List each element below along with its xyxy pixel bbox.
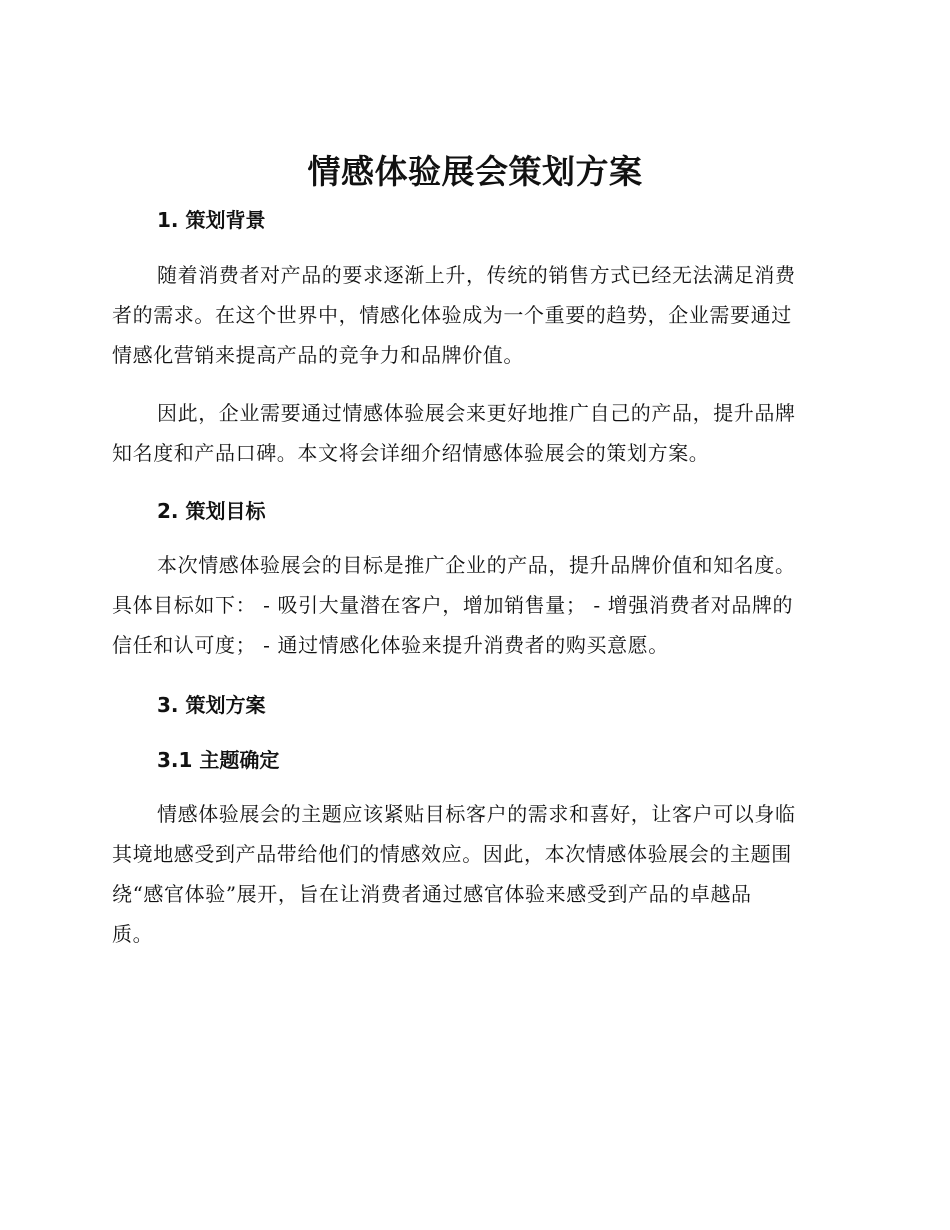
paragraph-line: 随着消费者对产品的要求逐渐上升，传统的销售方式已经无法满足消费 — [157, 263, 796, 287]
paragraph-goals — [112, 545, 832, 665]
paragraph-line: 质。 — [112, 922, 154, 946]
paragraph-background-1 — [112, 255, 832, 375]
paragraph-background-2 — [112, 393, 832, 473]
section-heading-plan: 3. 策划方案 — [157, 693, 266, 717]
paragraph-line: 其境地感受到产品带给他们的情感效应。因此，本次情感体验展会的主题围 — [112, 842, 792, 866]
paragraph-line: 具体目标如下： - 吸引大量潜在客户，增加销售量； - 增强消费者对品牌的 — [112, 593, 794, 617]
paragraph-line: 知名度和产品口碑。本文将会详细介绍情感体验展会的策划方案。 — [112, 441, 710, 465]
paragraph-line: 本次情感体验展会的目标是推广企业的产品，提升品牌价值和知名度。 — [157, 553, 796, 577]
paragraph-theme — [112, 794, 832, 954]
paragraph-line: 者的需求。在这个世界中，情感化体验成为一个重要的趋势，企业需要通过 — [112, 303, 792, 327]
paragraph-line: 情感体验展会的主题应该紧贴目标客户的需求和喜好，让客户可以身临 — [157, 802, 796, 826]
paragraph-line: 绕“感官体验”展开，旨在让消费者通过感官体验来感受到产品的卓越品 — [112, 882, 752, 906]
paragraph-line: 信任和认可度； - 通过情感化体验来提升消费者的购买意愿。 — [112, 633, 669, 657]
paragraph-line: 情感化营销来提高产品的竞争力和品牌价值。 — [112, 343, 524, 367]
section-heading-goals: 2. 策划目标 — [157, 499, 266, 523]
paragraph-line: 因此，企业需要通过情感体验展会来更好地推广自己的产品，提升品牌 — [157, 401, 796, 425]
section-heading-theme: 3.1 主题确定 — [157, 748, 280, 772]
document-title: 情感体验展会策划方案 — [307, 152, 643, 191]
section-heading-background: 1. 策划背景 — [157, 208, 266, 232]
